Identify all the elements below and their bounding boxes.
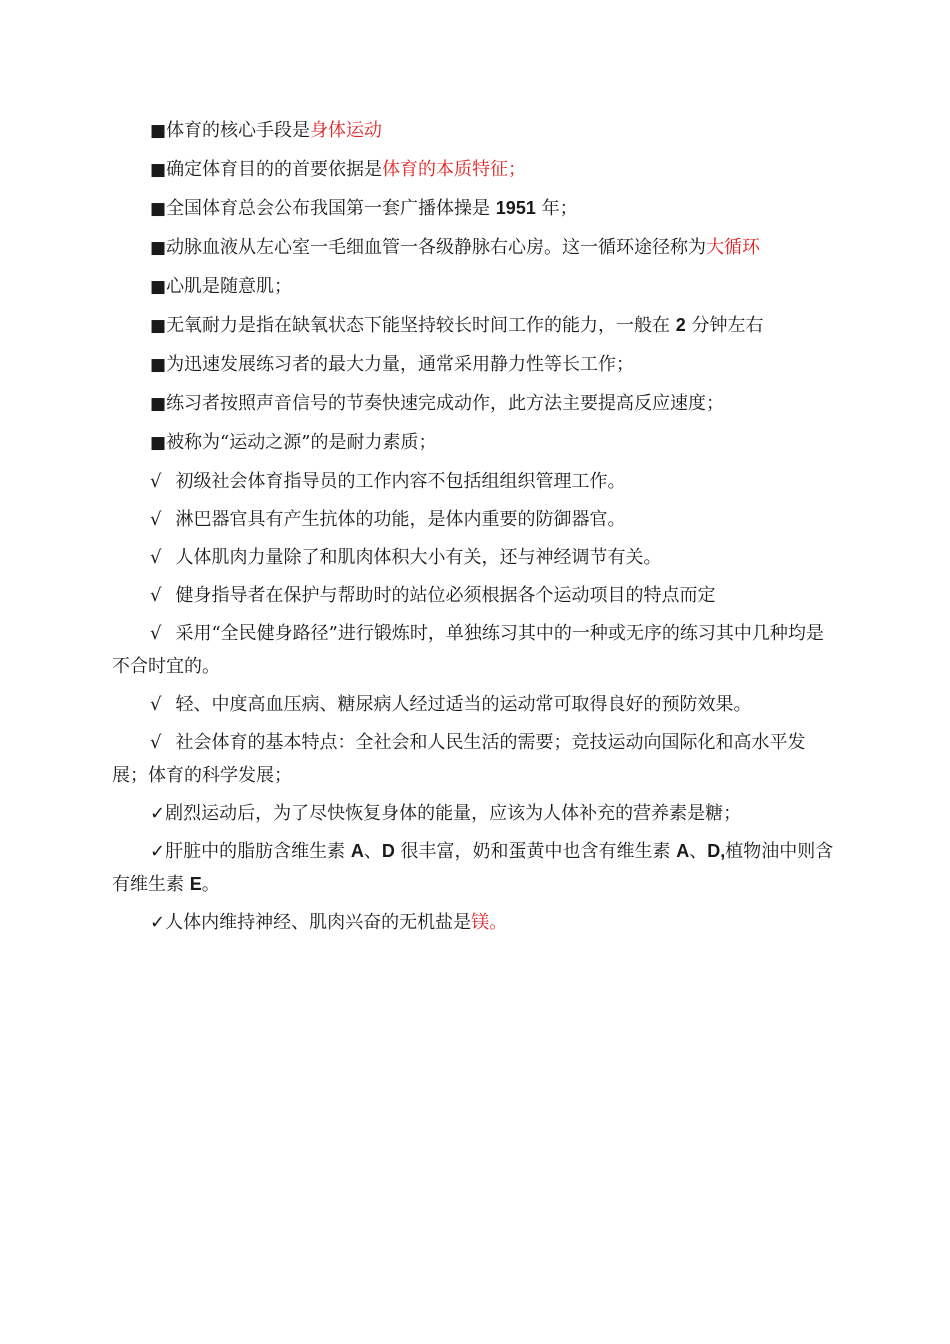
note-text: 练习者按照声音信号的节奏快速完成动作，此方法主要提高反应速度；: [166, 393, 725, 414]
note-text: 人体内维持神经、肌肉兴奋的无机盐是: [165, 912, 472, 933]
square-bullet-icon: ■: [150, 199, 167, 219]
bold-number: 2: [675, 315, 686, 335]
note-line-16: [112, 726, 834, 792]
square-bullet-icon: ■: [150, 394, 167, 414]
note-text: 动脉血液从左心室一毛细血管一各级静脉右心房。这一循环途径称为: [166, 237, 707, 258]
tick-icon: ✓: [150, 841, 166, 862]
note-line-6: [112, 309, 834, 343]
square-bullet-icon: ■: [150, 160, 167, 180]
highlighted-answer: 身体运动: [310, 120, 383, 141]
bold-letter: A: [676, 841, 690, 861]
check-mark-icon: √: [150, 509, 162, 530]
check-mark-icon: √: [150, 694, 162, 715]
note-text: 年；: [535, 198, 578, 219]
note-line-13: [112, 579, 834, 612]
note-text: 分钟左右: [685, 315, 764, 336]
square-bullet-icon: ■: [150, 355, 167, 375]
check-mark-icon: √: [150, 585, 162, 606]
square-bullet-icon: ■: [150, 238, 167, 258]
note-text: 采用“全民健身路径”进行锻炼时，单独练习其中的一种或无序的练习其中几种均是不合时宜的。: [112, 623, 824, 677]
square-bullet-icon: ■: [150, 121, 167, 141]
note-text: 、: [689, 841, 708, 862]
note-text: 全国体育总会公布我国第一套广播体操是: [166, 198, 496, 219]
document-body: [112, 114, 834, 944]
bold-letter: A: [350, 841, 364, 861]
note-text: 被称为“运动之源”的是耐力素质；: [166, 432, 437, 453]
note-line-11: [112, 503, 834, 536]
note-text: 初级社会体育指导员的工作内容不包括组组织管理工作。: [175, 471, 626, 492]
bold-letter: E: [189, 874, 202, 894]
tick-icon: ✓: [150, 803, 166, 824]
note-line-10: [112, 465, 834, 498]
note-line-19: [112, 906, 834, 939]
note-text: 健身指导者在保护与帮助时的站位必须根据各个运动项目的特点而定: [175, 585, 716, 606]
note-text: 确定体育目的的首要依据是: [166, 159, 383, 180]
highlighted-answer: 大循环: [706, 237, 761, 258]
note-text: 。: [201, 874, 220, 895]
note-text: 无氧耐力是指在缺氧状态下能坚持较长时间工作的能力，一般在: [166, 315, 676, 336]
note-line-5: [112, 270, 834, 304]
bold-number: 1951: [495, 198, 536, 218]
square-bullet-icon: ■: [150, 316, 167, 336]
bold-letter: D: [381, 841, 395, 861]
note-line-18: [112, 835, 834, 901]
note-text: 为迅速发展练习者的最大力量，通常采用静力性等长工作；: [166, 354, 635, 375]
square-bullet-icon: ■: [150, 277, 167, 297]
note-text: 体育的核心手段是: [166, 120, 311, 141]
check-mark-icon: √: [150, 547, 162, 568]
check-mark-icon: √: [150, 623, 162, 644]
bold-letter: D,: [707, 841, 726, 861]
note-line-1: [112, 114, 834, 148]
note-text: 心肌是随意肌；: [166, 276, 293, 297]
highlighted-answer: 体育的本质特征；: [382, 159, 527, 180]
tick-icon: ✓: [150, 912, 166, 933]
check-mark-icon: √: [150, 732, 162, 753]
note-line-7: [112, 348, 834, 382]
note-text: 植物油中则含有维生素: [112, 841, 834, 895]
note-line-17: [112, 797, 834, 830]
note-text: 、: [363, 841, 382, 862]
note-text: 社会体育的基本特点：全社会和人民生活的需要；竞技运动向国际化和高水平发展；体育的科学发展；: [112, 732, 806, 786]
note-text: 淋巴器官具有产生抗体的功能，是体内重要的防御器官。: [175, 509, 626, 530]
note-text: 人体肌肉力量除了和肌肉体积大小有关，还与神经调节有关。: [175, 547, 662, 568]
note-line-3: [112, 192, 834, 226]
note-line-12: [112, 541, 834, 574]
note-line-2: [112, 153, 834, 187]
note-line-9: [112, 426, 834, 460]
note-line-8: [112, 387, 834, 421]
note-text: 肝脏中的脂肪含维生素: [165, 841, 351, 862]
note-text: 很丰富，奶和蛋黄中也含有维生素: [394, 841, 677, 862]
note-text: 剧烈运动后，为了尽快恢复身体的能量，应该为人体补充的营养素是糖；: [165, 803, 742, 824]
note-line-14: [112, 617, 834, 683]
note-text: 轻、中度高血压病、糖尿病人经过适当的运动常可取得良好的预防效果。: [175, 694, 752, 715]
highlighted-answer: 镁。: [471, 912, 508, 933]
note-line-15: [112, 688, 834, 721]
check-mark-icon: √: [150, 471, 162, 492]
square-bullet-icon: ■: [150, 433, 167, 453]
note-line-4: [112, 231, 834, 265]
